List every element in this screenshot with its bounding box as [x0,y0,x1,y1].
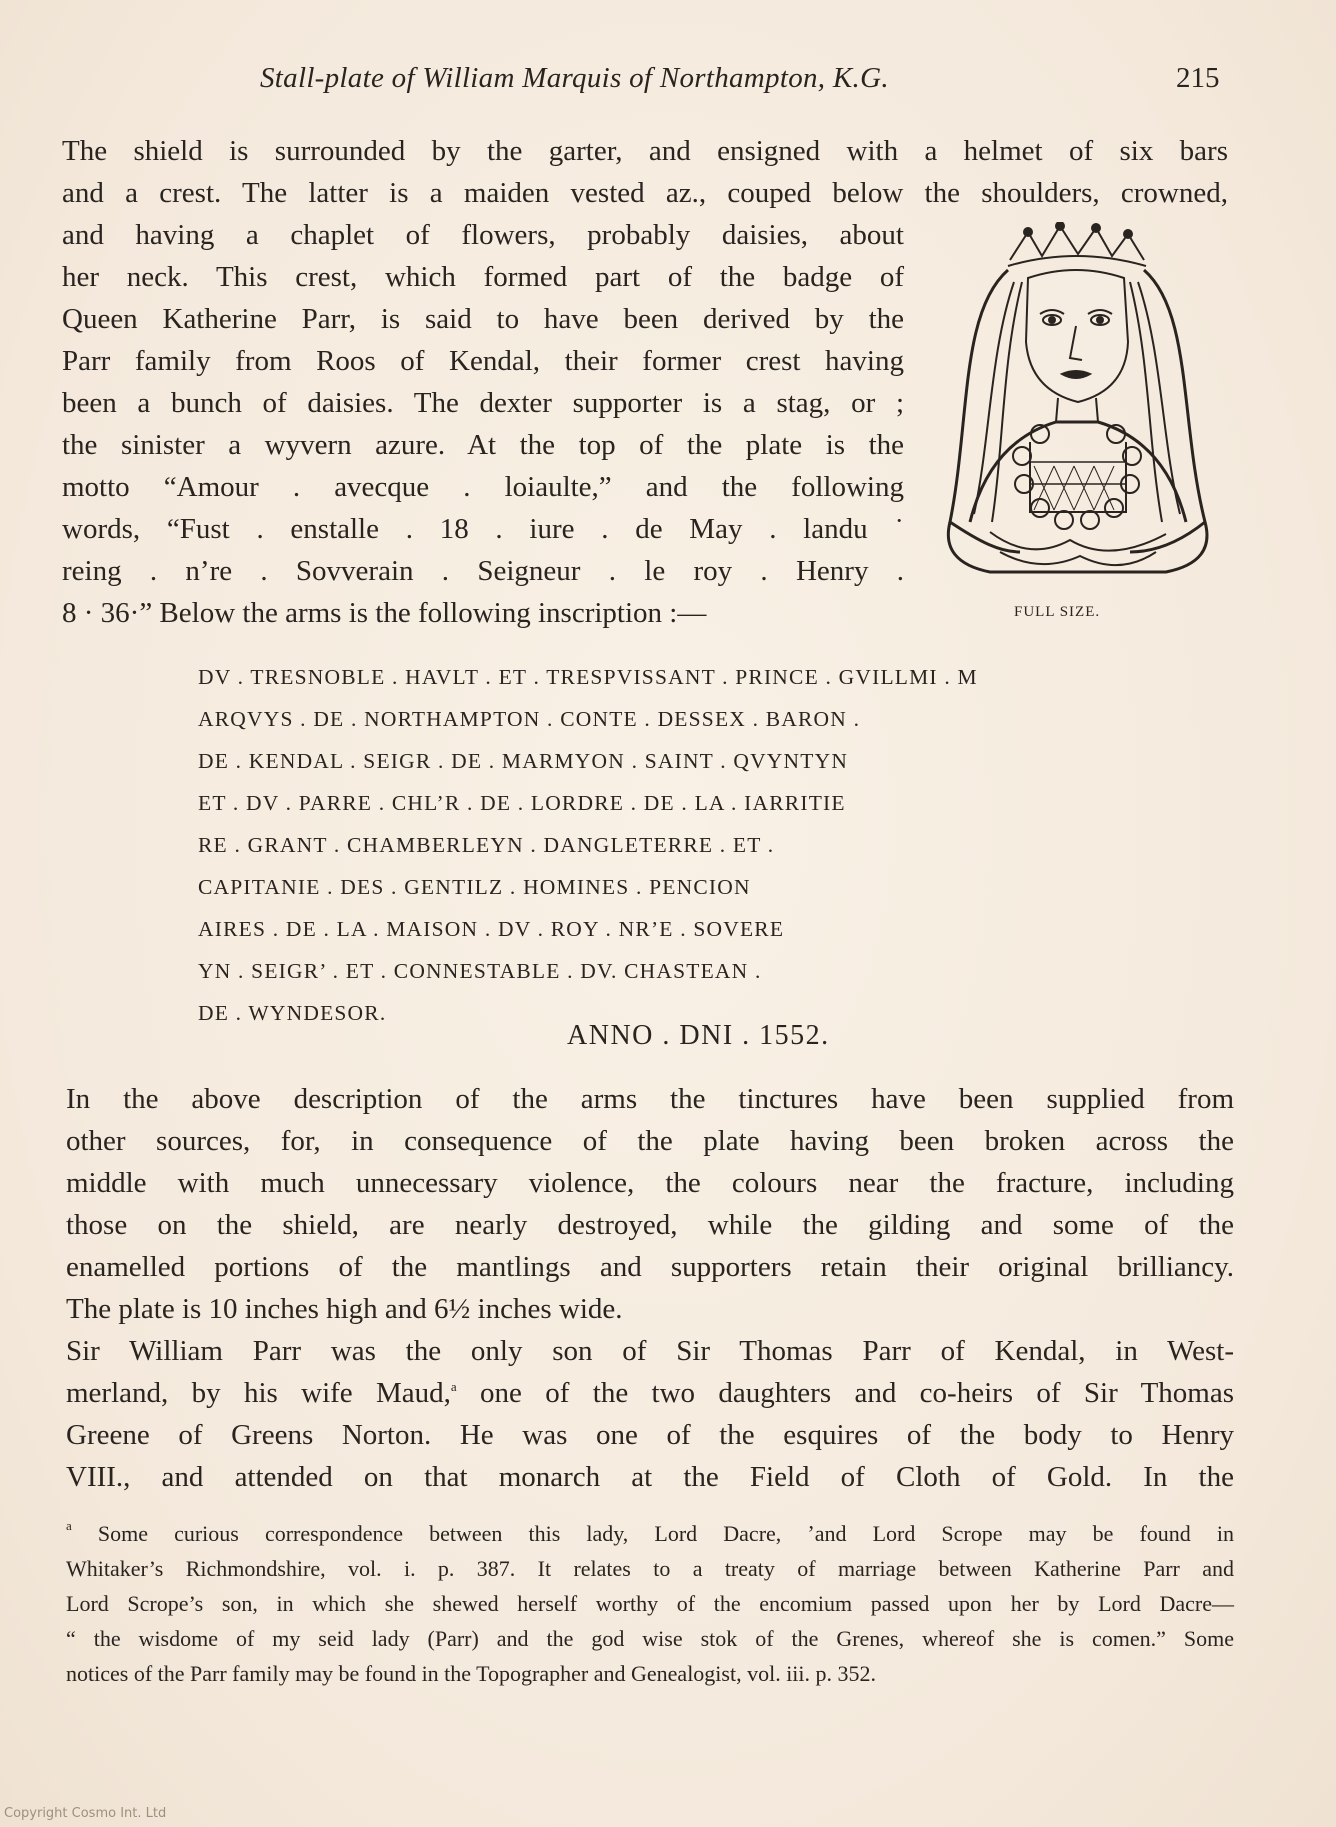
text-line: Greene of Greens Norton. He was one of the esquires of the body to Henry [66,1419,1234,1451]
inscription-line: CAPITANIE . DES . GENTILZ . HOMINES . PENCION [198,875,751,899]
text-line: 8 · 36·” Below the arms is the following inscription :— [62,597,707,629]
copyright-watermark: Copyright Cosmo Int. Ltd [4,1806,167,1821]
crest-maiden-illustration [930,222,1220,592]
footnote-line [66,1516,1234,1551]
text-line [66,1372,1234,1414]
footnote-reference[interactable]: a [450,1379,457,1394]
inscription-line: AIRES . DE . LA . MAISON . DV . ROY . NR’E . SOVERE [198,917,785,941]
text-line: motto “Amour . avecque . loiaulte,” and the following [62,471,904,503]
text-line: Sir William Parr was the only son of Sir Thomas Parr of Kendal, in West- [66,1335,1234,1367]
inscription-date: ANNO . DNI . 1552. [567,1020,830,1051]
text-line: reing . n’re . Sovverain . Seigneur . le roy . Henry . [62,555,904,587]
text-fragment: Some curious correspondence between this lady, Lord Dacre, ʼand Lord Scrope may be found in [71,1521,1234,1546]
footnote [66,1516,1234,1691]
inscription-line: ET . DV . PARRE . CHL’R . DE . LORDRE . DE . LA . IARRITIE [198,791,846,815]
text-fragment: merland, by his wife Maud, [66,1377,451,1409]
text-line: middle with much unnecessary violence, the colours near the fracture, including [66,1167,1234,1199]
text-fragment: one of the two daughters and co-heirs of Sir Thomas [456,1377,1234,1409]
page-number: 215 [1176,62,1220,94]
footnote-marker: a [66,1518,72,1533]
inscription-line: ARQVYS . DE . NORTHAMPTON . CONTE . DESSEX . BARON . [198,707,861,731]
text-line: Parr family from Roos of Kendal, their former crest having [62,345,904,377]
footnote-line: notices of the Parr family may be found in the Topographer and Genealogist, vol. iii. p. 352. [66,1661,877,1686]
text-line: the sinister a wyvern azure. At the top of the plate is the [62,429,904,461]
footnote-line: “ the wisdome of my seid lady (Parr) and the god wise stok of the Grenes, whereof she is comen.” Some [66,1626,1234,1651]
running-title: Stall-plate of William Marquis of Northampton, K.G. [260,62,889,94]
text-line: and having a chaplet of flowers, probably daisies, about [62,219,904,251]
footnote-line: Lord Scrope’s son, in which she shewed herself worthy of the encomium passed upon her by Lord Dacre— [66,1591,1234,1616]
text-line: Queen Katherine Parr, is said to have been derived by the [62,303,904,335]
inscription-line: DE . KENDAL . SEIGR . DE . MARMYON . SAINT . QVYNTYN [198,749,849,773]
paragraph-1-wide [62,130,1228,214]
text-line: VIII., and attended on that monarch at the Field of Cloth of Gold. In the [66,1461,1234,1493]
text-line: enamelled portions of the mantlings and supporters retain their original brilliancy. [66,1251,1234,1283]
illustration-caption: FULL SIZE. [1014,604,1101,620]
text-line: In the above description of the arms the tinctures have been supplied from [66,1083,1234,1115]
inscription-line: RE . GRANT . CHAMBERLEYN . DANGLETERRE . ET . [198,833,775,857]
paragraph-2 [66,1078,1234,1330]
text-line: and a crest. The latter is a maiden vested az., couped below the shoulders, crowned, [62,177,1228,209]
inscription-line: YN . SEIGR’ . ET . CONNESTABLE . DV. CHASTEAN . [198,959,762,983]
paragraph-1-narrow [62,214,904,634]
inscription-line: DV . TRESNOBLE . HAVLT . ET . TRESPVISSANT . PRINCE . GVILLMI . M [198,665,978,689]
inscription-line: DE . WYNDESOR. [198,1001,387,1025]
paragraph-3 [66,1330,1234,1498]
text-line: those on the shield, are nearly destroyed, while the gilding and some of the [66,1209,1234,1241]
latin-inscription [198,656,978,1034]
text-line: been a bunch of daisies. The dexter supporter is a stag, or ; [62,387,904,419]
text-line: The plate is 10 inches high and 6½ inches wide. [66,1293,623,1325]
text-line: other sources, for, in consequence of the plate having been broken across the [66,1125,1234,1157]
text-line: The shield is surrounded by the garter, and ensigned with a helmet of six bars [62,135,1228,167]
text-line: her neck. This crest, which formed part of the badge of [62,261,904,293]
text-line: words, “Fust . enstalle . 18 . iure . de May . landu ˙ [62,513,904,545]
footnote-line: Whitaker’s Richmondshire, vol. i. p. 387. It relates to a treaty of marriage between Katherine Parr and [66,1556,1234,1581]
